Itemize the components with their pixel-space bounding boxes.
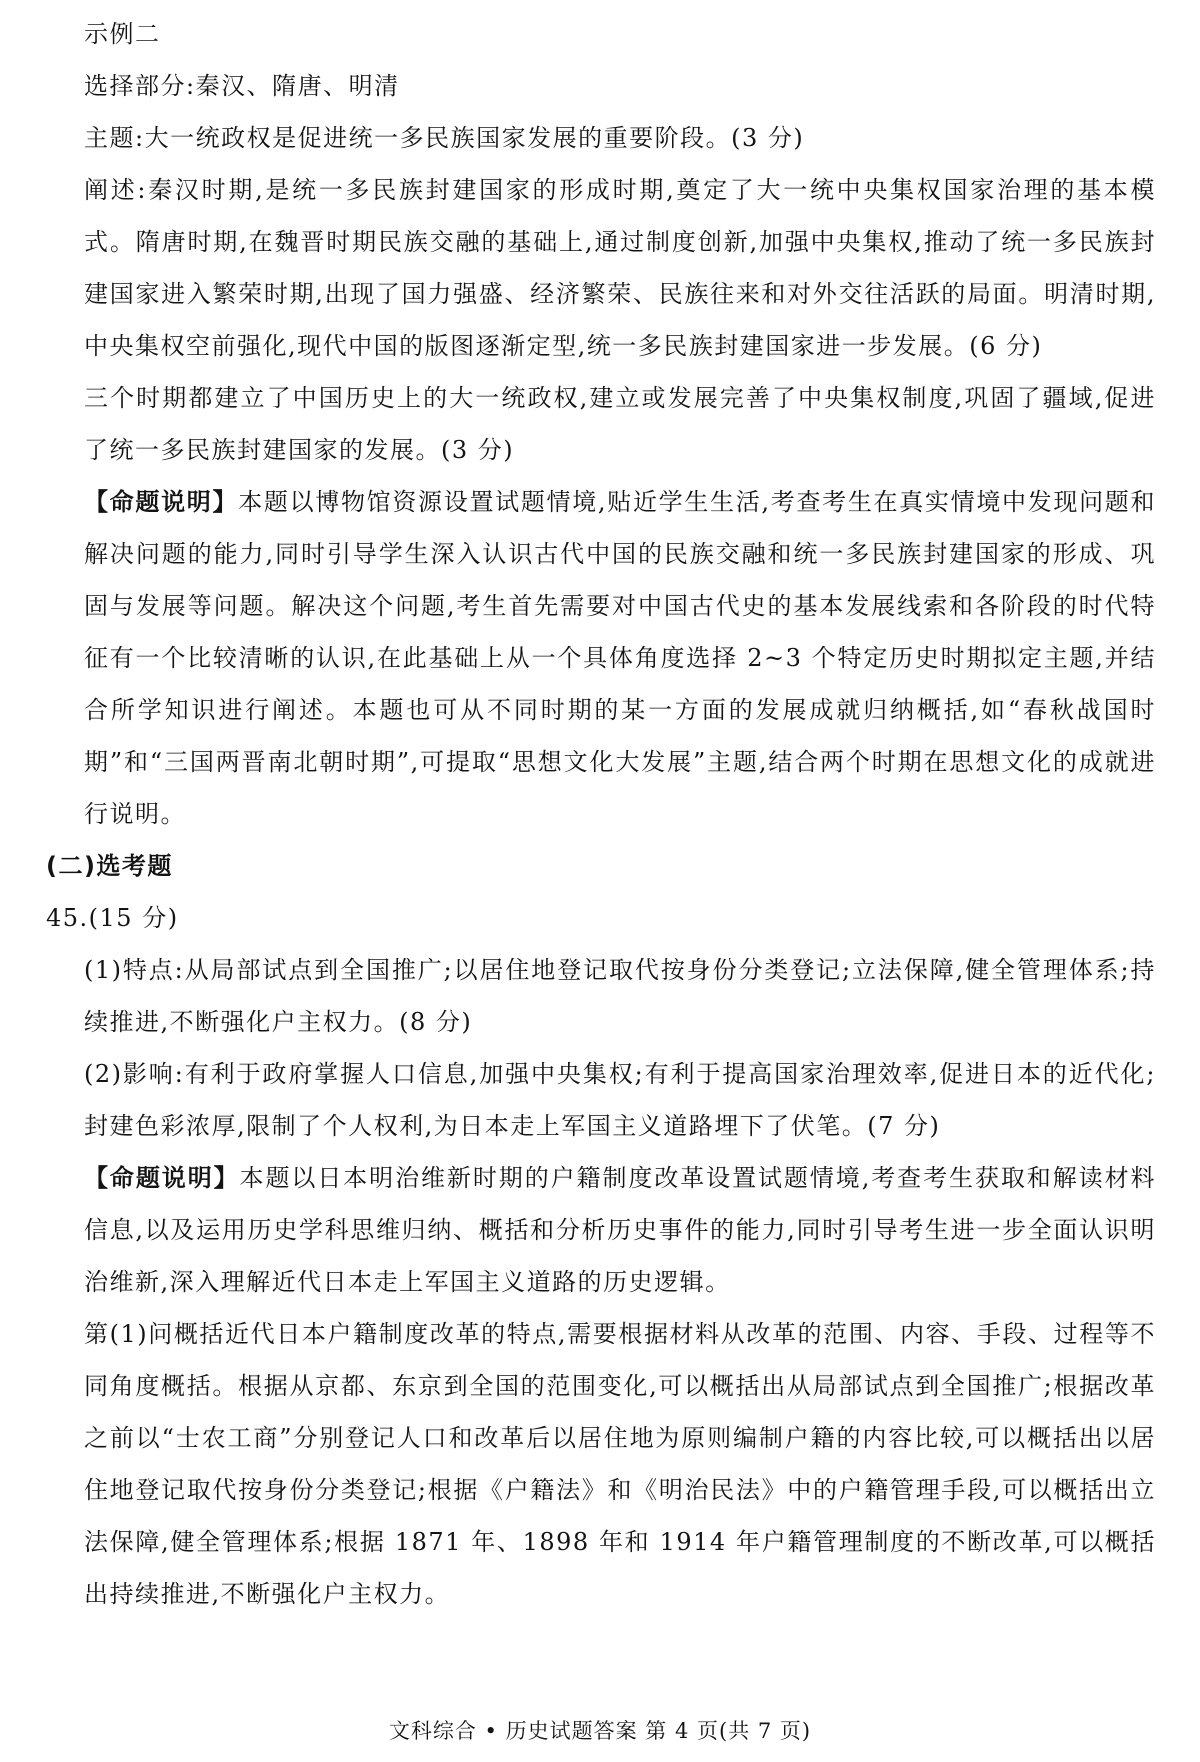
question-45-heading: 45.(15 分)	[46, 904, 179, 932]
selection-line: 选择部分:秦汉、隋唐、明清	[84, 72, 400, 100]
note-tag: 【命题说明】	[84, 1164, 240, 1192]
note-text: 本题以博物馆资源设置试题情境,贴近学生生活,考查考生在真实情境中发现问题和解决问题的能力,同时引导学生深入认识古代中国的民族交融和统一多民族封建国家的形成、巩固与发展等问题。解决这个问题,考生首先需要对中国古代史的基本发展线索和各阶段的时代特征有一个比较清晰的认识,在此基础上从一个具体角度选择 2~3 个特定历史时期拟定主题,并结合所学知识进行阐述。本题也可从不同时期的某一方面的发展成就归纳概括,如“春秋战国时期”和“三国两晋南北朝时期”,可提取“思想文化大发展”主题,结合两个时期在思想文化的成就进行说明。	[84, 488, 1157, 828]
note-tag: 【命题说明】	[84, 488, 239, 516]
q45-analysis-paragraph: 第(1)问概括近代日本户籍制度改革的特点,需要根据材料从改革的范围、内容、手段、过程等不同角度概括。根据从京都、东京到全国的范围变化,可以概括出从局部试点到全国推广;根据改革之前以“士农工商”分别登记人口和改革后以居住地为原则编制户籍的内容比较,可以概括出以居住地登记取代按身份分类登记;根据《户籍法》和《明治民法》中的户籍管理手段,可以概括出立法保障,健全管理体系;根据 1871 年、1898 年和 1914 年户籍管理制度的不断改革,可以概括出持续推进,不断强化户主权力。	[84, 1320, 1156, 1608]
q45-part-2: (2)影响:有利于政府掌握人口信息,加强中央集权;有利于提高国家治理效率,促进日本的近代化;封建色彩浓厚,限制了个人权利,为日本走上军国主义道路埋下了伏笔。(7 分)	[84, 1060, 1156, 1140]
elaboration-paragraph: 阐述:秦汉时期,是统一多民族封建国家的形成时期,奠定了大一统中央集权国家治理的基本模式。隋唐时期,在魏晋时期民族交融的基础上,通过制度创新,加强中央集权,推动了统一多民族封建国家进入繁荣时期,出现了国力强盛、经济繁荣、民族往来和对外交往活跃的局面。明清时期,中央集权空前强化,现代中国的版图逐渐定型,统一多民族封建国家进一步发展。(6 分)	[84, 176, 1156, 360]
summary-paragraph: 三个时期都建立了中国历史上的大一统政权,建立或发展完善了中央集权制度,巩固了疆域,促进了统一多民族封建国家的发展。(3 分)	[84, 384, 1156, 464]
proposition-note-2	[46, 1152, 1196, 1308]
section-heading-elective: (二)选考题	[46, 852, 173, 880]
page-footer: 文科综合 • 历史试题答案 第 4 页(共 7 页)	[388, 1719, 812, 1743]
q45-part-1: (1)特点:从局部试点到全国推广;以居住地登记取代按身份分类登记;立法保障,健全管理体系;持续推进,不断强化户主权力。(8 分)	[84, 956, 1156, 1036]
proposition-note-1	[46, 476, 1196, 840]
page-content	[46, 8, 1196, 1620]
theme-line: 主题:大一统政权是促进统一多民族国家发展的重要阶段。(3 分)	[84, 124, 805, 152]
note-text: 本题以日本明治维新时期的户籍制度改革设置试题情境,考查考生获取和解读材料信息,以及运用历史学科思维归纳、概括和分析历史事件的能力,同时引导考生进一步全面认识明治维新,深入理解近代日本走上军国主义道路的历史逻辑。	[84, 1164, 1156, 1296]
example-two-heading: 示例二	[84, 20, 161, 48]
